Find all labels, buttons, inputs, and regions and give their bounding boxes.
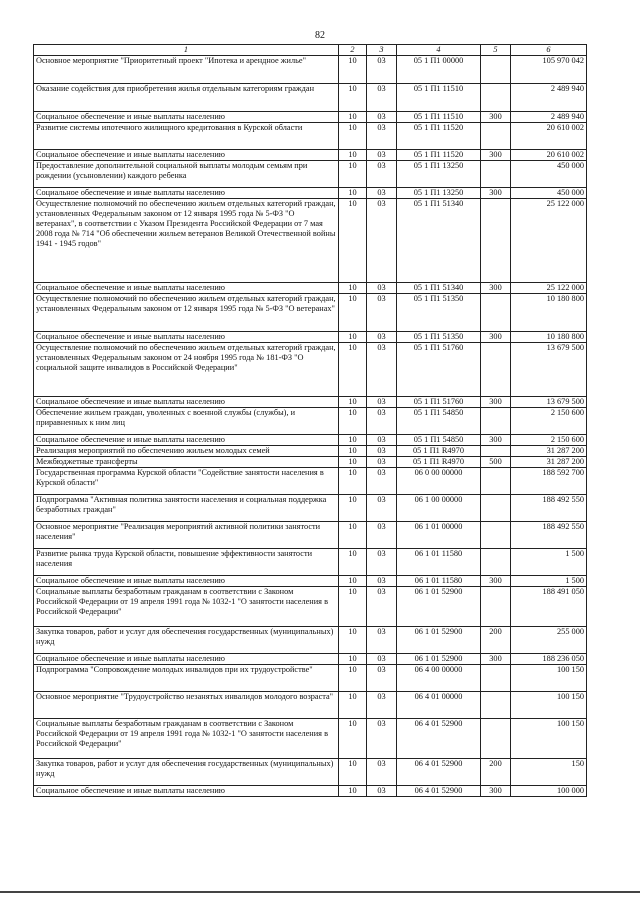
- row-target-article-cell: 06 1 01 11580: [397, 576, 481, 587]
- row-subsection-cell: 03: [367, 759, 397, 786]
- row-amount-cell: 2 150 600: [511, 408, 587, 435]
- table-row: [34, 446, 587, 457]
- row-target-article-cell: 05 1 П1 13250: [397, 188, 481, 199]
- row-name-cell: Основное мероприятие "Приоритетный проект "Ипотека и арендное жилье": [34, 56, 339, 84]
- row-name-cell: Социальное обеспечение и иные выплаты населению: [34, 435, 339, 446]
- row-expense-type-cell: [481, 719, 511, 759]
- row-expense-type-cell: 300: [481, 786, 511, 797]
- row-expense-type-cell: [481, 123, 511, 150]
- row-section-cell: 10: [339, 587, 367, 627]
- row-section-cell: 10: [339, 199, 367, 283]
- row-expense-type-cell: [481, 343, 511, 397]
- row-expense-type-cell: [481, 56, 511, 84]
- row-section-cell: 10: [339, 112, 367, 123]
- row-name-cell: Социальное обеспечение и иные выплаты населению: [34, 397, 339, 408]
- row-amount-cell: 2 489 940: [511, 84, 587, 112]
- row-section-cell: 10: [339, 786, 367, 797]
- row-amount-cell: 31 287 200: [511, 457, 587, 468]
- row-subsection-cell: 03: [367, 457, 397, 468]
- row-expense-type-cell: 300: [481, 332, 511, 343]
- row-target-article-cell: 05 1 П1 51760: [397, 397, 481, 408]
- row-name-cell: Социальное обеспечение и иные выплаты населению: [34, 150, 339, 161]
- row-section-cell: 10: [339, 576, 367, 587]
- page-number: 82: [315, 30, 325, 41]
- row-subsection-cell: 03: [367, 283, 397, 294]
- row-amount-cell: 188 236 050: [511, 654, 587, 665]
- row-section-cell: 10: [339, 123, 367, 150]
- row-section-cell: 10: [339, 627, 367, 654]
- row-subsection-cell: 03: [367, 397, 397, 408]
- row-section-cell: 10: [339, 457, 367, 468]
- table-row: [34, 719, 587, 759]
- row-name-cell: Закупка товаров, работ и услуг для обеспечения государственных (муниципальных) нужд: [34, 759, 339, 786]
- row-name-cell: Подпрограмма "Активная политика занятости населения и социальная поддержка безработных граждан": [34, 495, 339, 522]
- row-amount-cell: 25 122 000: [511, 283, 587, 294]
- row-section-cell: 10: [339, 294, 367, 332]
- row-section-cell: 10: [339, 665, 367, 692]
- table-row: [34, 654, 587, 665]
- row-subsection-cell: 03: [367, 150, 397, 161]
- row-subsection-cell: 03: [367, 665, 397, 692]
- row-target-article-cell: 06 1 01 52900: [397, 587, 481, 627]
- row-subsection-cell: 03: [367, 343, 397, 397]
- row-amount-cell: 450 000: [511, 161, 587, 188]
- table-row: [34, 457, 587, 468]
- row-subsection-cell: 03: [367, 549, 397, 576]
- column-header-expense-type: 5: [481, 45, 511, 56]
- row-target-article-cell: 05 1 П1 11510: [397, 112, 481, 123]
- table-row: [34, 343, 587, 397]
- row-amount-cell: 188 492 550: [511, 495, 587, 522]
- row-name-cell: Социальные выплаты безработным гражданам в соответствии с Законом Российской Федерации от 19 апреля 1991 года № 1032-1 "О занятости населения в Российской Федерации": [34, 587, 339, 627]
- row-name-cell: Социальное обеспечение и иные выплаты населению: [34, 188, 339, 199]
- row-section-cell: 10: [339, 283, 367, 294]
- row-target-article-cell: 05 1 П1 13250: [397, 161, 481, 188]
- row-amount-cell: 255 000: [511, 627, 587, 654]
- row-section-cell: 10: [339, 56, 367, 84]
- row-amount-cell: 10 180 800: [511, 332, 587, 343]
- row-name-cell: Осуществление полномочий по обеспечению жильем отдельных категорий граждан, установленных Федеральным законом от 12 января 1995 года № 5-ФЗ "О ветеранах", в соответствии с Указом Президента Российской Федерации от 7 мая 2008 года № 714 "Об обеспечении жильем ветеранов Великой Отечественной войны 1941 - 1945 годов": [34, 199, 339, 283]
- row-section-cell: 10: [339, 332, 367, 343]
- row-name-cell: Оказание содействия для приобретения жилья отдельным категориям граждан: [34, 84, 339, 112]
- row-section-cell: 10: [339, 343, 367, 397]
- row-name-cell: Социальное обеспечение и иные выплаты населению: [34, 332, 339, 343]
- row-expense-type-cell: 500: [481, 457, 511, 468]
- row-amount-cell: 100 150: [511, 719, 587, 759]
- row-subsection-cell: 03: [367, 495, 397, 522]
- row-name-cell: Основное мероприятие "Трудоустройство незанятых инвалидов молодого возраста": [34, 692, 339, 719]
- row-section-cell: 10: [339, 692, 367, 719]
- table-row: [34, 759, 587, 786]
- row-name-cell: Развитие системы ипотечного жилищного кредитования в Курской области: [34, 123, 339, 150]
- table-row: [34, 112, 587, 123]
- table-row: [34, 495, 587, 522]
- row-target-article-cell: 05 1 П1 11520: [397, 123, 481, 150]
- row-expense-type-cell: [481, 199, 511, 283]
- row-target-article-cell: 06 4 01 00000: [397, 692, 481, 719]
- row-expense-type-cell: 300: [481, 112, 511, 123]
- row-subsection-cell: 03: [367, 692, 397, 719]
- row-target-article-cell: 06 4 00 00000: [397, 665, 481, 692]
- row-subsection-cell: 03: [367, 56, 397, 84]
- row-subsection-cell: 03: [367, 123, 397, 150]
- column-header-target-article: 4: [397, 45, 481, 56]
- row-expense-type-cell: 300: [481, 150, 511, 161]
- row-expense-type-cell: 300: [481, 397, 511, 408]
- row-section-cell: 10: [339, 188, 367, 199]
- row-section-cell: 10: [339, 719, 367, 759]
- row-name-cell: Социальное обеспечение и иные выплаты населению: [34, 786, 339, 797]
- budget-table: [33, 44, 587, 797]
- row-target-article-cell: 06 4 01 52900: [397, 719, 481, 759]
- table-row: [34, 665, 587, 692]
- row-name-cell: Подпрограмма "Сопровождение молодых инвалидов при их трудоустройстве": [34, 665, 339, 692]
- row-name-cell: Основное мероприятие "Реализация мероприятий активной политики занятости населения": [34, 522, 339, 549]
- row-target-article-cell: 06 1 00 00000: [397, 495, 481, 522]
- row-target-article-cell: 05 1 П1 54850: [397, 435, 481, 446]
- row-section-cell: 10: [339, 161, 367, 188]
- table-row: [34, 56, 587, 84]
- row-expense-type-cell: [481, 522, 511, 549]
- row-name-cell: Социальное обеспечение и иные выплаты населению: [34, 283, 339, 294]
- row-name-cell: Обеспечение жильем граждан, уволенных с военной службы (службы), и приравненных к ним лиц: [34, 408, 339, 435]
- row-section-cell: 10: [339, 468, 367, 495]
- row-amount-cell: 31 287 200: [511, 446, 587, 457]
- table-row: [34, 435, 587, 446]
- row-subsection-cell: 03: [367, 435, 397, 446]
- row-subsection-cell: 03: [367, 522, 397, 549]
- table-row: [34, 283, 587, 294]
- row-amount-cell: 1 500: [511, 576, 587, 587]
- header-row: [34, 45, 587, 56]
- row-target-article-cell: 06 1 01 52900: [397, 654, 481, 665]
- row-amount-cell: 450 000: [511, 188, 587, 199]
- row-target-article-cell: 06 1 01 00000: [397, 522, 481, 549]
- row-target-article-cell: 06 4 01 52900: [397, 759, 481, 786]
- table-row: [34, 294, 587, 332]
- row-target-article-cell: 06 4 01 52900: [397, 786, 481, 797]
- row-subsection-cell: 03: [367, 161, 397, 188]
- row-name-cell: Предоставление дополнительной социальной выплаты молодым семьям при рождении (усыновлении) каждого ребенка: [34, 161, 339, 188]
- table-row: [34, 188, 587, 199]
- column-header-subsection: 3: [367, 45, 397, 56]
- column-header-amount: 6: [511, 45, 587, 56]
- row-subsection-cell: 03: [367, 112, 397, 123]
- row-expense-type-cell: 300: [481, 576, 511, 587]
- table-body: [34, 56, 587, 797]
- row-target-article-cell: 05 1 П1 11510: [397, 84, 481, 112]
- row-expense-type-cell: 300: [481, 188, 511, 199]
- row-name-cell: Развитие рынка труда Курской области, повышение эффективности занятости населения: [34, 549, 339, 576]
- row-expense-type-cell: [481, 294, 511, 332]
- row-target-article-cell: 05 1 П1 51340: [397, 283, 481, 294]
- table-row: [34, 397, 587, 408]
- row-amount-cell: 20 610 002: [511, 123, 587, 150]
- row-target-article-cell: 05 1 П1 R4970: [397, 457, 481, 468]
- row-target-article-cell: 05 1 П1 51340: [397, 199, 481, 283]
- table-row: [34, 408, 587, 435]
- row-name-cell: Осуществление полномочий по обеспечению жильем отдельных категорий граждан, установленных Федеральным законом от 24 ноября 1995 года № 181-ФЗ "О социальной защите инвалидов в Российской Федерации": [34, 343, 339, 397]
- row-expense-type-cell: [481, 549, 511, 576]
- column-header-section: 2: [339, 45, 367, 56]
- row-section-cell: 10: [339, 408, 367, 435]
- row-name-cell: Социальное обеспечение и иные выплаты населению: [34, 112, 339, 123]
- row-amount-cell: 20 610 002: [511, 150, 587, 161]
- row-subsection-cell: 03: [367, 332, 397, 343]
- row-amount-cell: 13 679 500: [511, 343, 587, 397]
- row-target-article-cell: 05 1 П1 R4970: [397, 446, 481, 457]
- row-target-article-cell: 05 1 П1 51350: [397, 294, 481, 332]
- row-subsection-cell: 03: [367, 576, 397, 587]
- row-expense-type-cell: [481, 495, 511, 522]
- row-subsection-cell: 03: [367, 627, 397, 654]
- row-section-cell: 10: [339, 495, 367, 522]
- row-amount-cell: 105 970 042: [511, 56, 587, 84]
- row-subsection-cell: 03: [367, 786, 397, 797]
- row-amount-cell: 1 500: [511, 549, 587, 576]
- table-row: [34, 627, 587, 654]
- row-target-article-cell: 06 1 01 52900: [397, 627, 481, 654]
- row-expense-type-cell: [481, 161, 511, 188]
- row-subsection-cell: 03: [367, 199, 397, 283]
- row-target-article-cell: 05 1 П1 51760: [397, 343, 481, 397]
- table-row: [34, 692, 587, 719]
- row-section-cell: 10: [339, 549, 367, 576]
- row-expense-type-cell: 300: [481, 435, 511, 446]
- row-name-cell: Осуществление полномочий по обеспечению жильем отдельных категорий граждан, установленных Федеральным законом от 12 января 1995 года № 5-ФЗ "О ветеранах": [34, 294, 339, 332]
- row-amount-cell: 10 180 800: [511, 294, 587, 332]
- row-amount-cell: 2 489 940: [511, 112, 587, 123]
- row-amount-cell: 13 679 500: [511, 397, 587, 408]
- row-name-cell: Социальное обеспечение и иные выплаты населению: [34, 576, 339, 587]
- row-amount-cell: 2 150 600: [511, 435, 587, 446]
- row-expense-type-cell: [481, 468, 511, 495]
- table-row: [34, 150, 587, 161]
- row-amount-cell: 188 491 050: [511, 587, 587, 627]
- row-section-cell: 10: [339, 446, 367, 457]
- row-amount-cell: 150: [511, 759, 587, 786]
- table-row: [34, 84, 587, 112]
- row-subsection-cell: 03: [367, 654, 397, 665]
- row-name-cell: Реализация мероприятий по обеспечению жильем молодых семей: [34, 446, 339, 457]
- row-expense-type-cell: [481, 446, 511, 457]
- row-subsection-cell: 03: [367, 294, 397, 332]
- row-subsection-cell: 03: [367, 408, 397, 435]
- row-section-cell: 10: [339, 759, 367, 786]
- row-section-cell: 10: [339, 397, 367, 408]
- table-row: [34, 161, 587, 188]
- row-expense-type-cell: 200: [481, 627, 511, 654]
- footer-divider: [0, 891, 640, 893]
- row-subsection-cell: 03: [367, 446, 397, 457]
- row-target-article-cell: 05 1 П1 00000: [397, 56, 481, 84]
- row-target-article-cell: 05 1 П1 11520: [397, 150, 481, 161]
- row-target-article-cell: 05 1 П1 54850: [397, 408, 481, 435]
- row-expense-type-cell: [481, 587, 511, 627]
- row-expense-type-cell: [481, 84, 511, 112]
- row-expense-type-cell: [481, 692, 511, 719]
- table-row: [34, 332, 587, 343]
- row-name-cell: Социальное обеспечение и иные выплаты населению: [34, 654, 339, 665]
- table-row: [34, 468, 587, 495]
- row-amount-cell: 188 492 550: [511, 522, 587, 549]
- table-row: [34, 576, 587, 587]
- table-row: [34, 199, 587, 283]
- row-subsection-cell: 03: [367, 188, 397, 199]
- row-subsection-cell: 03: [367, 587, 397, 627]
- row-amount-cell: 25 122 000: [511, 199, 587, 283]
- row-subsection-cell: 03: [367, 719, 397, 759]
- row-name-cell: Государственная программа Курской области "Содействие занятости населения в Курской области": [34, 468, 339, 495]
- row-name-cell: Социальные выплаты безработным гражданам в соответствии с Законом Российской Федерации от 19 апреля 1991 года № 1032-1 "О занятости населения в Российской Федерации": [34, 719, 339, 759]
- row-amount-cell: 100 150: [511, 665, 587, 692]
- row-expense-type-cell: 300: [481, 654, 511, 665]
- row-expense-type-cell: [481, 408, 511, 435]
- table-row: [34, 522, 587, 549]
- row-amount-cell: 188 592 700: [511, 468, 587, 495]
- row-target-article-cell: 06 0 00 00000: [397, 468, 481, 495]
- table-row: [34, 549, 587, 576]
- row-expense-type-cell: [481, 665, 511, 692]
- row-expense-type-cell: 300: [481, 283, 511, 294]
- row-subsection-cell: 03: [367, 468, 397, 495]
- row-section-cell: 10: [339, 522, 367, 549]
- column-header-name: 1: [34, 45, 339, 56]
- row-section-cell: 10: [339, 150, 367, 161]
- row-subsection-cell: 03: [367, 84, 397, 112]
- table-row: [34, 123, 587, 150]
- row-section-cell: 10: [339, 84, 367, 112]
- row-section-cell: 10: [339, 435, 367, 446]
- row-section-cell: 10: [339, 654, 367, 665]
- row-expense-type-cell: 200: [481, 759, 511, 786]
- row-amount-cell: 100 150: [511, 692, 587, 719]
- row-name-cell: Закупка товаров, работ и услуг для обеспечения государственных (муниципальных) нужд: [34, 627, 339, 654]
- row-amount-cell: 100 000: [511, 786, 587, 797]
- row-name-cell: Межбюджетные трансферты: [34, 457, 339, 468]
- row-target-article-cell: 06 1 01 11580: [397, 549, 481, 576]
- row-target-article-cell: 05 1 П1 51350: [397, 332, 481, 343]
- table-row: [34, 587, 587, 627]
- table-row: [34, 786, 587, 797]
